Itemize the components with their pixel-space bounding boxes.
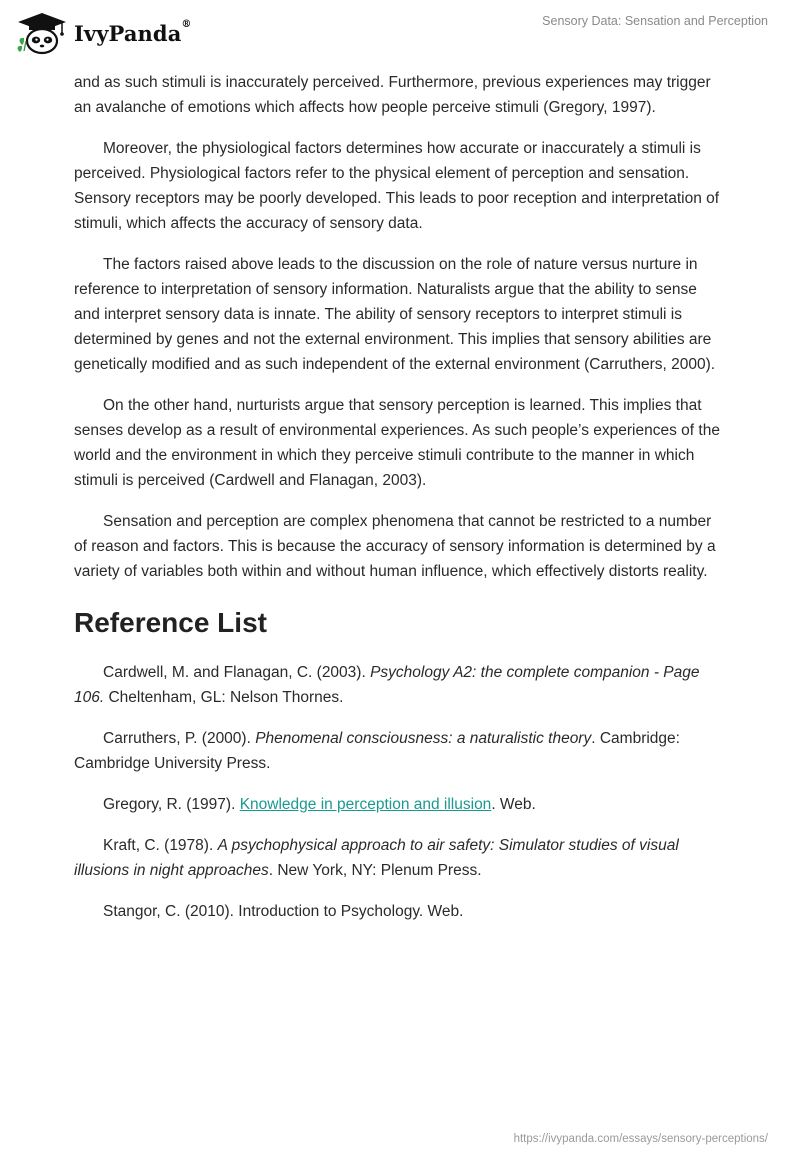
paragraph: Sensation and perception are complex phenomena that cannot be restricted to a number of reason and factors. This is because the accuracy of sensory information is determined by a variety of variables both within and without human influence, which effectively distorts reality. — [74, 513, 716, 580]
reference-item: Cardwell, M. and Flanagan, C. (2003). Psychology A2: the complete companion - Page 106. Cheltenham, GL: Nelson Thornes. — [74, 664, 700, 706]
reference-item: Gregory, R. (1997). Knowledge in perception and illusion. Web. — [103, 796, 536, 813]
paragraph: On the other hand, nurturists argue that sensory perception is learned. This implies that senses develop as a result of environmental experiences. As such people’s experiences of the world and the environment in which they perceive stimuli contribute to the manner in which stimuli is perceived (Cardwell and Flanagan, 2003). — [74, 397, 720, 489]
page-header — [0, 0, 800, 70]
document-title: Sensory Data: Sensation and Perception — [542, 14, 768, 28]
paragraph: The factors raised above leads to the discussion on the role of nature versus nurture in reference to interpretation of sensory information. Naturalists argue that the ability to sense and interpret sensory data is innate. The ability of sensory receptors to interpret stimuli is determined by genes and not the external environment. This implies that sensory abilities are genetically modified and as such independent of the external environment (Carruthers, 2000). — [74, 256, 716, 373]
paragraph: Moreover, the physiological factors determines how accurate or inaccurately a stimuli is perceived. Physiological factors refer to the physical element of perception and sensation. Sensory receptors may be poorly developed. This leads to poor reception and interpretation of stimuli, which affects the accuracy of sensory data. — [74, 140, 720, 232]
reference-list-heading: Reference List — [74, 607, 267, 638]
panda-graduate-icon — [16, 11, 68, 55]
paragraph: and as such stimuli is inaccurately perceived. Furthermore, previous experiences may trigger an avalanche of emotions which affects how people perceive stimuli (Gregory, 1997). — [74, 74, 711, 116]
ivypanda-logo[interactable] — [16, 10, 192, 56]
essay-body — [74, 70, 726, 940]
reference-item: Stangor, C. (2010). Introduction to Psychology. Web. — [103, 903, 464, 920]
reference-item: Kraft, C. (1978). A psychophysical approach to air safety: Simulator studies of visual illusions in night approaches. New York, NY: Plenum Press. — [74, 837, 679, 879]
footer-url[interactable]: https://ivypanda.com/essays/sensory-perceptions/ — [513, 1133, 768, 1145]
brand-name: IvyPanda® — [74, 18, 192, 46]
reference-link[interactable]: Knowledge in perception and illusion — [239, 796, 492, 813]
reference-item: Carruthers, P. (2000). Phenomenal consciousness: a naturalistic theory. Cambridge: Cambridge University Press. — [74, 730, 680, 772]
